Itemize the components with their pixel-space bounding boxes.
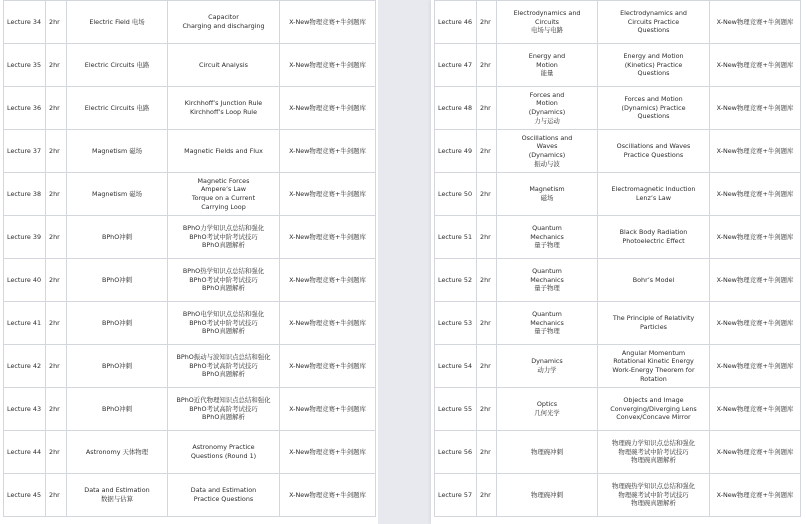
topic-cell: Astronomy 天体物理 [67, 431, 168, 474]
table-row [4, 259, 376, 302]
table-row [4, 216, 376, 259]
duration-cell: 2hr [46, 431, 67, 474]
table-row [4, 1, 376, 44]
topic-cell: Electrodynamics and Circuits 电场与电路 [497, 1, 598, 44]
table-row [4, 44, 376, 87]
page-gutter [378, 0, 431, 524]
content-cell: Astronomy Practice Questions (Round 1) [168, 431, 280, 474]
topic-cell: Optics 几何光学 [497, 388, 598, 431]
content-cell: Electrodynamics and Circuits Practice Questions [598, 1, 710, 44]
question-bank-cell: X-New物理竞赛+牛剑题库 [710, 474, 801, 517]
question-bank-cell: X-New物理竞赛+牛剑题库 [710, 173, 801, 216]
duration-cell: 2hr [46, 1, 67, 44]
topic-cell: BPhO冲刺 [67, 216, 168, 259]
lecture-number-cell: Lecture 34 [4, 1, 46, 44]
lecture-table-left [3, 0, 376, 517]
question-bank-cell: X-New物理竞赛+牛剑题库 [280, 474, 376, 517]
question-bank-cell: X-New物理竞赛+牛剑题库 [280, 130, 376, 173]
question-bank-cell: X-New物理竞赛+牛剑题库 [280, 173, 376, 216]
question-bank-cell: X-New物理竞赛+牛剑题库 [280, 345, 376, 388]
question-bank-cell: X-New物理竞赛+牛剑题库 [280, 216, 376, 259]
duration-cell: 2hr [477, 87, 497, 130]
lecture-number-cell: Lecture 35 [4, 44, 46, 87]
topic-cell: BPhO冲刺 [67, 345, 168, 388]
table-row [435, 173, 801, 216]
topic-cell: 物理碗冲刺 [497, 474, 598, 517]
topic-cell: Data and Estimation 数据与估算 [67, 474, 168, 517]
duration-cell: 2hr [46, 259, 67, 302]
duration-cell: 2hr [46, 130, 67, 173]
topic-cell: Magnetism 磁场 [497, 173, 598, 216]
duration-cell: 2hr [46, 474, 67, 517]
lecture-number-cell: Lecture 45 [4, 474, 46, 517]
lecture-number-cell: Lecture 39 [4, 216, 46, 259]
duration-cell: 2hr [46, 216, 67, 259]
question-bank-cell: X-New物理竞赛+牛剑题库 [280, 1, 376, 44]
lecture-number-cell: Lecture 54 [435, 345, 477, 388]
content-cell: Kirchhoff’s Junction Rule Kirchhoff’s Loop Rule [168, 87, 280, 130]
table-row [435, 216, 801, 259]
lecture-table-right [434, 0, 801, 517]
duration-cell: 2hr [46, 173, 67, 216]
duration-cell: 2hr [477, 130, 497, 173]
content-cell: BPhO振动与波知识点总结和强化 BPhO考试高阶考试技巧 BPhO真题解析 [168, 345, 280, 388]
table-row [4, 345, 376, 388]
content-cell: Oscillations and Waves Practice Questions [598, 130, 710, 173]
table-row [435, 259, 801, 302]
question-bank-cell: X-New物理竞赛+牛剑题库 [280, 259, 376, 302]
duration-cell: 2hr [477, 474, 497, 517]
table-row [4, 302, 376, 345]
topic-cell: Electric Field 电场 [67, 1, 168, 44]
question-bank-cell: X-New物理竞赛+牛剑题库 [710, 345, 801, 388]
lecture-number-cell: Lecture 38 [4, 173, 46, 216]
content-cell: Black Body Radiation Photoelectric Effect [598, 216, 710, 259]
duration-cell: 2hr [477, 431, 497, 474]
table-row [435, 302, 801, 345]
content-cell: Magnetic Fields and Flux [168, 130, 280, 173]
content-cell: 物理碗力学知识点总结和强化 物理碗考试中阶考试技巧 物理碗真题解析 [598, 431, 710, 474]
duration-cell: 2hr [477, 388, 497, 431]
content-cell: BPhO热学知识点总结和强化 BPhO考试中阶考试技巧 BPhO真题解析 [168, 259, 280, 302]
topic-cell: Magnetism 磁场 [67, 173, 168, 216]
table-row [4, 431, 376, 474]
topic-cell: Energy and Motion 能量 [497, 44, 598, 87]
content-cell: Bohr’s Model [598, 259, 710, 302]
document-page-left [0, 0, 378, 524]
question-bank-cell: X-New物理竞赛+牛剑题库 [710, 216, 801, 259]
lecture-number-cell: Lecture 49 [435, 130, 477, 173]
content-cell: Forces and Motion (Dynamics) Practice Questions [598, 87, 710, 130]
content-cell: Angular Momentum Rotational Kinetic Energy Work-Energy Theorem for Rotation [598, 345, 710, 388]
document-page-right [431, 0, 806, 524]
question-bank-cell: X-New物理竞赛+牛剑题库 [710, 302, 801, 345]
question-bank-cell: X-New物理竞赛+牛剑题库 [710, 431, 801, 474]
content-cell: Energy and Motion (Kinetics) Practice Questions [598, 44, 710, 87]
duration-cell: 2hr [477, 345, 497, 388]
question-bank-cell: X-New物理竞赛+牛剑题库 [280, 44, 376, 87]
duration-cell: 2hr [46, 87, 67, 130]
question-bank-cell: X-New物理竞赛+牛剑题库 [280, 431, 376, 474]
content-cell: Magnetic Forces Ampere’s Law Torque on a Current Carrying Loop [168, 173, 280, 216]
content-cell: Data and Estimation Practice Questions [168, 474, 280, 517]
topic-cell: Electric Circuits 电路 [67, 44, 168, 87]
table-row [435, 1, 801, 44]
topic-cell: 物理碗冲刺 [497, 431, 598, 474]
lecture-number-cell: Lecture 46 [435, 1, 477, 44]
duration-cell: 2hr [477, 302, 497, 345]
question-bank-cell: X-New物理竞赛+牛剑题库 [280, 87, 376, 130]
question-bank-cell: X-New物理竞赛+牛剑题库 [710, 87, 801, 130]
table-row [4, 173, 376, 216]
table-row [435, 130, 801, 173]
duration-cell: 2hr [46, 345, 67, 388]
duration-cell: 2hr [477, 259, 497, 302]
content-cell: BPhO近代物理知识点总结和强化 BPhO考试高阶考试技巧 BPhO真题解析 [168, 388, 280, 431]
content-cell: Electromagnetic Induction Lenz’s Law [598, 173, 710, 216]
content-cell: BPhO力学知识点总结和强化 BPhO考试中阶考试技巧 BPhO真题解析 [168, 216, 280, 259]
table-row [4, 474, 376, 517]
duration-cell: 2hr [46, 388, 67, 431]
lecture-number-cell: Lecture 48 [435, 87, 477, 130]
lecture-number-cell: Lecture 41 [4, 302, 46, 345]
lecture-number-cell: Lecture 47 [435, 44, 477, 87]
lecture-number-cell: Lecture 56 [435, 431, 477, 474]
lecture-number-cell: Lecture 52 [435, 259, 477, 302]
content-cell: Capacitor Charging and discharging [168, 1, 280, 44]
question-bank-cell: X-New物理竞赛+牛剑题库 [710, 130, 801, 173]
lecture-number-cell: Lecture 40 [4, 259, 46, 302]
table-row [435, 474, 801, 517]
lecture-number-cell: Lecture 57 [435, 474, 477, 517]
topic-cell: Quantum Mechanics 量子物理 [497, 302, 598, 345]
question-bank-cell: X-New物理竞赛+牛剑题库 [280, 388, 376, 431]
lecture-number-cell: Lecture 53 [435, 302, 477, 345]
table-row [435, 345, 801, 388]
topic-cell: Oscillations and Waves (Dynamics) 振动与波 [497, 130, 598, 173]
duration-cell: 2hr [477, 216, 497, 259]
topic-cell: Magnetism 磁场 [67, 130, 168, 173]
content-cell: The Principle of Relativity Particles [598, 302, 710, 345]
lecture-number-cell: Lecture 51 [435, 216, 477, 259]
topic-cell: BPhO冲刺 [67, 259, 168, 302]
question-bank-cell: X-New物理竞赛+牛剑题库 [280, 302, 376, 345]
lecture-number-cell: Lecture 43 [4, 388, 46, 431]
lecture-number-cell: Lecture 36 [4, 87, 46, 130]
duration-cell: 2hr [477, 44, 497, 87]
lecture-number-cell: Lecture 55 [435, 388, 477, 431]
question-bank-cell: X-New物理竞赛+牛剑题库 [710, 44, 801, 87]
lecture-number-cell: Lecture 50 [435, 173, 477, 216]
table-row [435, 44, 801, 87]
question-bank-cell: X-New物理竞赛+牛剑题库 [710, 388, 801, 431]
duration-cell: 2hr [477, 173, 497, 216]
table-row [4, 388, 376, 431]
lecture-number-cell: Lecture 44 [4, 431, 46, 474]
content-cell: BPhO电学知识点总结和强化 BPhO考试中阶考试技巧 BPhO真题解析 [168, 302, 280, 345]
topic-cell: BPhO冲刺 [67, 388, 168, 431]
topic-cell: Dynamics 动力学 [497, 345, 598, 388]
table-row [435, 431, 801, 474]
duration-cell: 2hr [46, 44, 67, 87]
table-row [4, 87, 376, 130]
table-row [435, 388, 801, 431]
table-row [435, 87, 801, 130]
topic-cell: Quantum Mechanics 量子物理 [497, 259, 598, 302]
question-bank-cell: X-New物理竞赛+牛剑题库 [710, 259, 801, 302]
question-bank-cell: X-New物理竞赛+牛剑题库 [710, 1, 801, 44]
lecture-number-cell: Lecture 37 [4, 130, 46, 173]
topic-cell: Forces and Motion (Dynamics) 力与运动 [497, 87, 598, 130]
topic-cell: BPhO冲刺 [67, 302, 168, 345]
lecture-number-cell: Lecture 42 [4, 345, 46, 388]
table-row [4, 130, 376, 173]
content-cell: Circuit Analysis [168, 44, 280, 87]
topic-cell: Electric Circuits 电路 [67, 87, 168, 130]
duration-cell: 2hr [46, 302, 67, 345]
duration-cell: 2hr [477, 1, 497, 44]
content-cell: Objects and Image Converging/Diverging Lens Convex/Concave Mirror [598, 388, 710, 431]
content-cell: 物理碗热学知识点总结和强化 物理碗考试中阶考试技巧 物理碗真题解析 [598, 474, 710, 517]
topic-cell: Quantum Mechanics 量子物理 [497, 216, 598, 259]
